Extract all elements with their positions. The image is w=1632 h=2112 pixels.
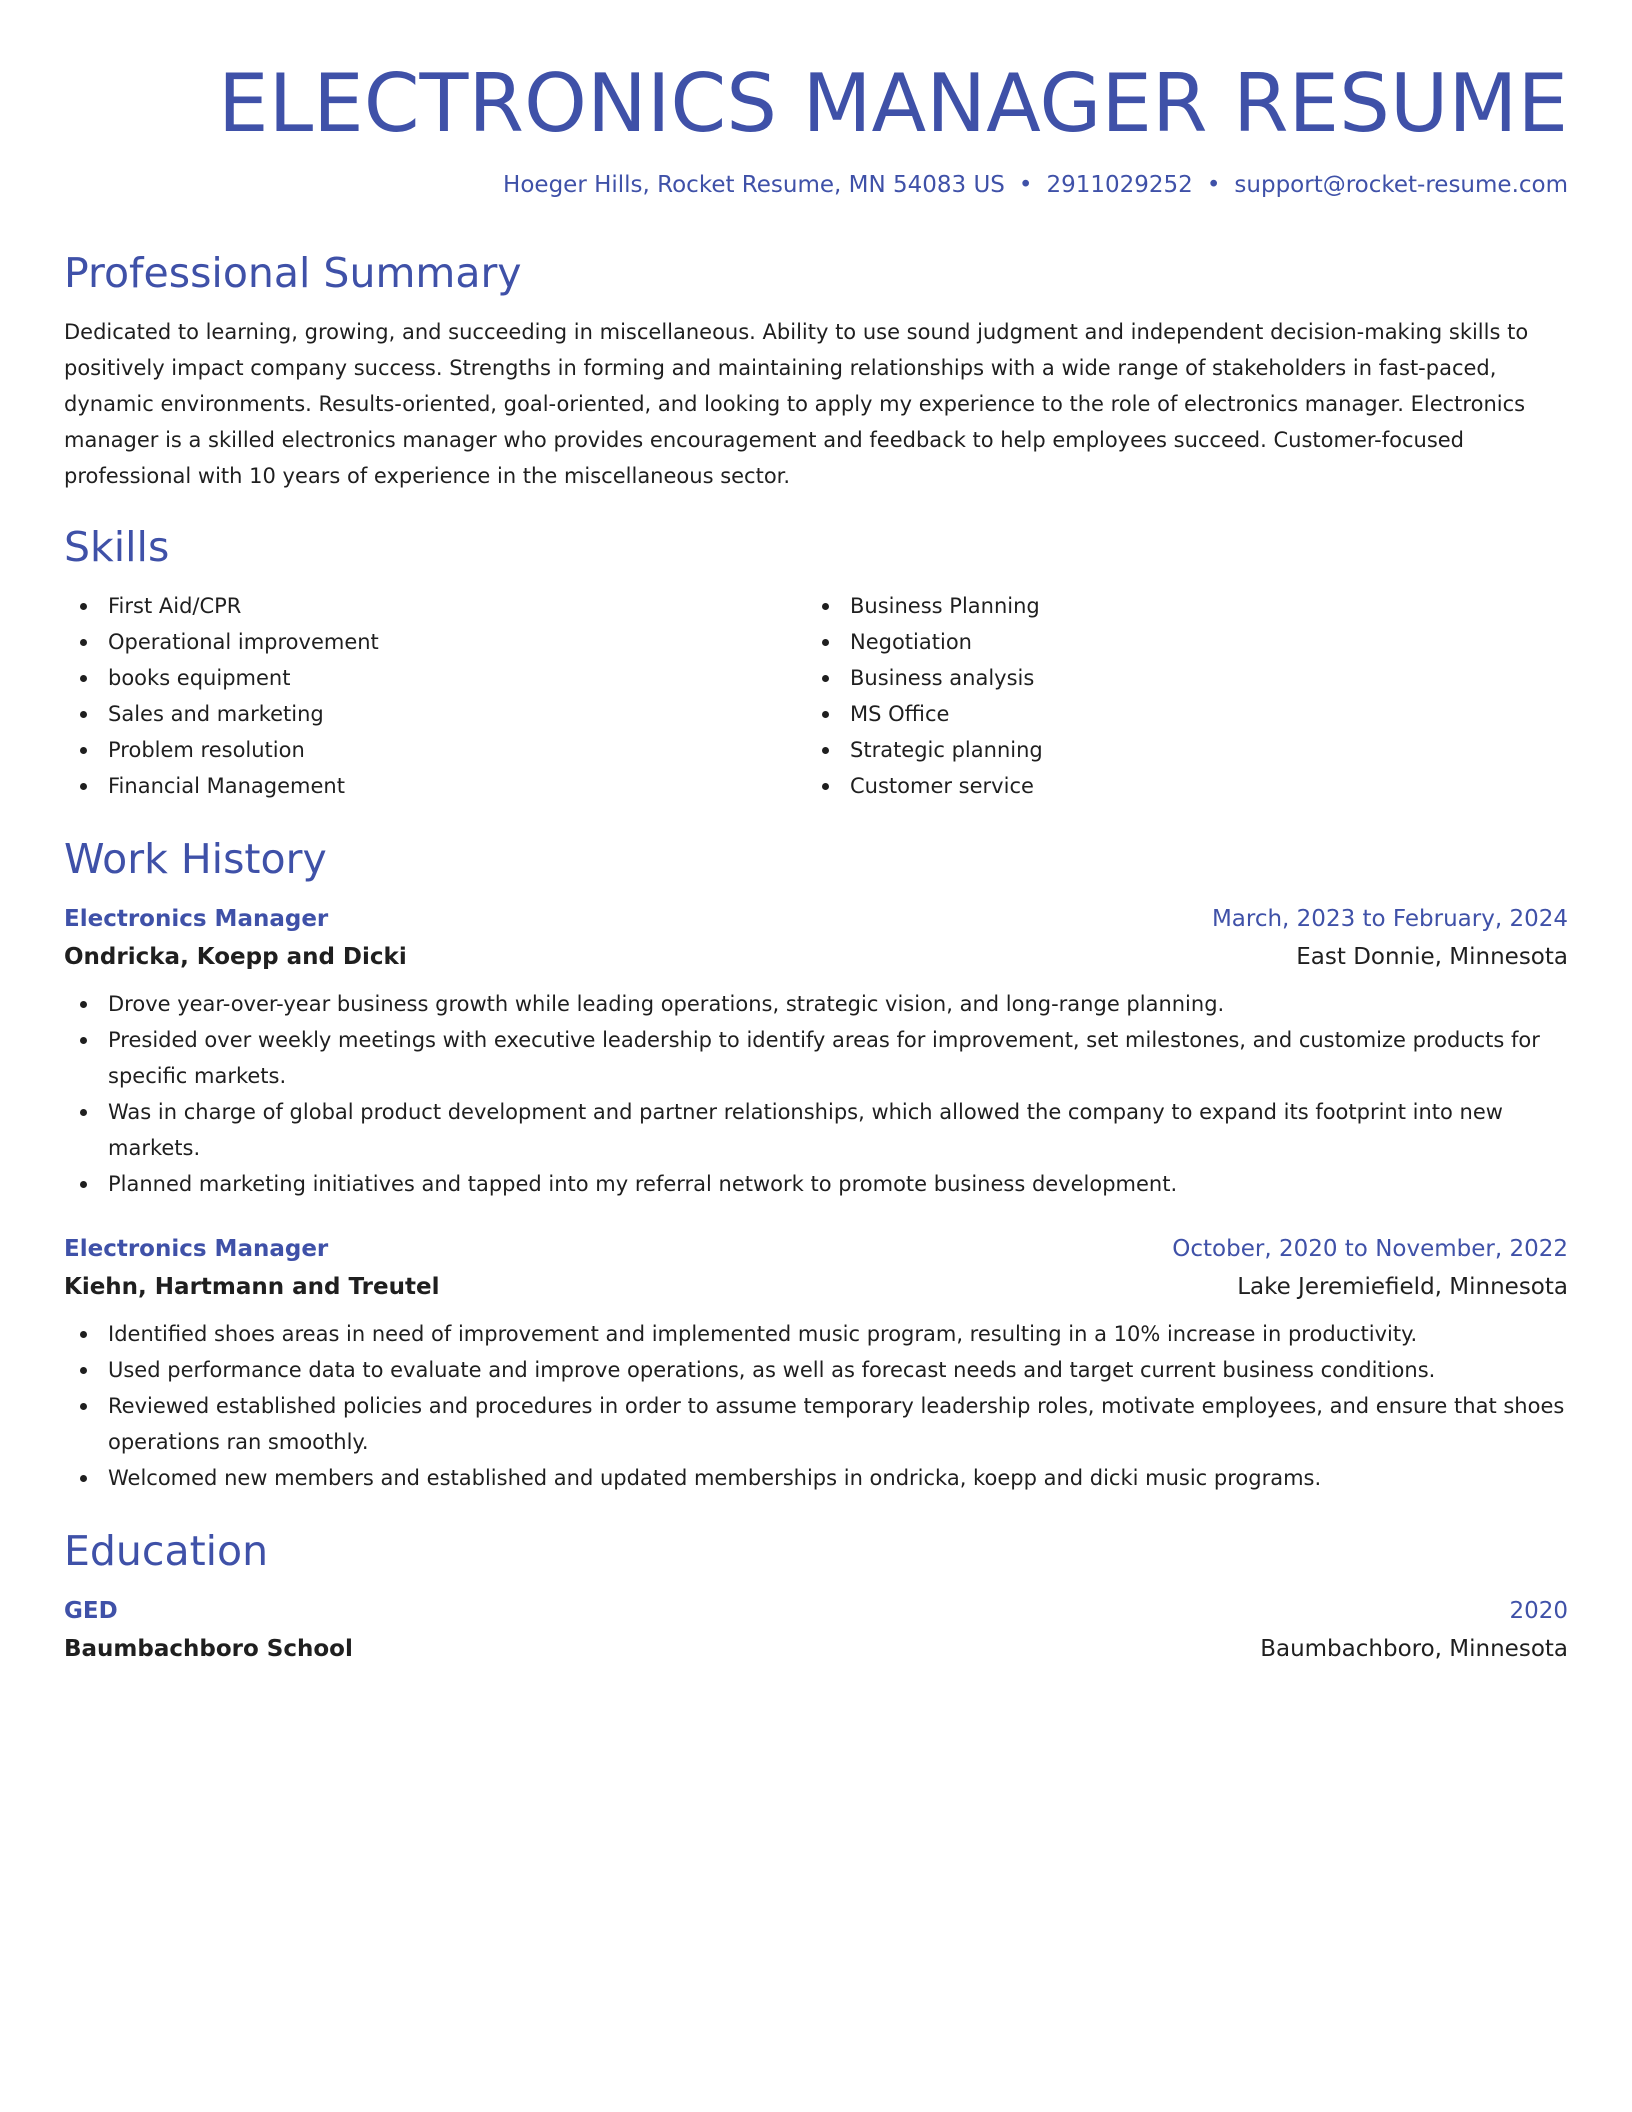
skill-item: Problem resolution [64,732,806,768]
job-title: Electronics Manager [64,1236,329,1262]
job-company: Ondricka, Koepp and Dicki [64,944,407,970]
contact-phone: 2911029252 [1046,172,1193,198]
contact-separator: • [1206,172,1221,198]
job-entry [64,1236,1568,1496]
job-bullets [64,1316,1568,1496]
resume-name: ELECTRONICS MANAGER RESUME [218,57,1568,150]
job-dates: October, 2020 to November, 2022 [1172,1236,1568,1262]
skill-item: Sales and marketing [64,696,806,732]
job-bullet: Was in charge of global product development and partner relationships, which allowed the company to expand its footprint into new markets. [64,1094,1568,1166]
contact-separator: • [1018,172,1033,198]
skill-item: Strategic planning [806,732,1548,768]
job-bullet: Welcomed new members and established and updated memberships in ondricka, koepp and dicki music programs. [64,1460,1568,1496]
job-bullet: Drove year-over-year business growth while leading operations, strategic vision, and long-range planning. [64,986,1568,1022]
job-dates: March, 2023 to February, 2024 [1211,906,1568,932]
skill-item: Negotiation [806,624,1548,660]
job-title: Electronics Manager [64,906,329,932]
summary-heading: Professional Summary [64,249,522,297]
education-year: 2020 [1509,1598,1568,1624]
job-bullet: Reviewed established policies and procedures in order to assume temporary leadership roles, motivate employees, and ensure that shoes operations ran smoothly. [64,1388,1568,1460]
job-bullets [64,986,1568,1202]
resume-page [64,58,1568,1662]
contact-address: Hoeger Hills, Rocket Resume, MN 54083 US [503,172,1005,198]
job-company: Kiehn, Hartmann and Treutel [64,1274,440,1300]
skill-item: Financial Management [64,768,806,804]
skills-list [64,588,1568,804]
job-bullet: Planned marketing initiatives and tapped into my referral network to promote business development. [64,1166,1568,1202]
skill-item: Business Planning [806,588,1548,624]
skill-item: Customer service [806,768,1548,804]
work-history-heading: Work History [64,835,327,883]
job-location: East Donnie, Minnesota [1296,944,1568,970]
job-entry [64,906,1568,1202]
skill-item: Operational improvement [64,624,806,660]
education-school: Baumbachboro School [64,1636,353,1662]
education-location: Baumbachboro, Minnesota [1260,1636,1568,1662]
skills-column-left [64,588,806,804]
education-degree: GED [64,1598,118,1624]
education-entry [64,1598,1568,1662]
education-heading: Education [64,1527,269,1575]
skills-column-right [806,588,1548,804]
skill-item: books equipment [64,660,806,696]
contact-line [64,172,1568,198]
job-bullet: Identified shoes areas in need of improvement and implemented music program, resulting in a 10% increase in productivity. [64,1316,1568,1352]
skills-heading: Skills [64,523,170,571]
contact-email: support@rocket-resume.com [1234,172,1568,198]
job-bullet: Presided over weekly meetings with executive leadership to identify areas for improvement, set milestones, and customize products for specific markets. [64,1022,1568,1094]
job-bullet: Used performance data to evaluate and improve operations, as well as forecast needs and target current business conditions. [64,1352,1568,1388]
skill-item: First Aid/CPR [64,588,806,624]
skill-item: MS Office [806,696,1548,732]
summary-text: Dedicated to learning, growing, and succeeding in miscellaneous. Ability to use sound judgment and independent decision-making skills to positively impact company success. Strengths in forming and maintaining relationships with a wide range of stakeholders in fast-paced, dynamic environments. Results-oriented, goal-oriented, and looking to apply my experience to the role of electronics manager. Electronics manager is a skilled electronics manager who provides encouragement and feedback to help employees succeed. Customer-focused professional with 10 years of experience in the miscellaneous sector. [64,320,1529,488]
job-location: Lake Jeremiefield, Minnesota [1237,1274,1568,1300]
skill-item: Business analysis [806,660,1548,696]
